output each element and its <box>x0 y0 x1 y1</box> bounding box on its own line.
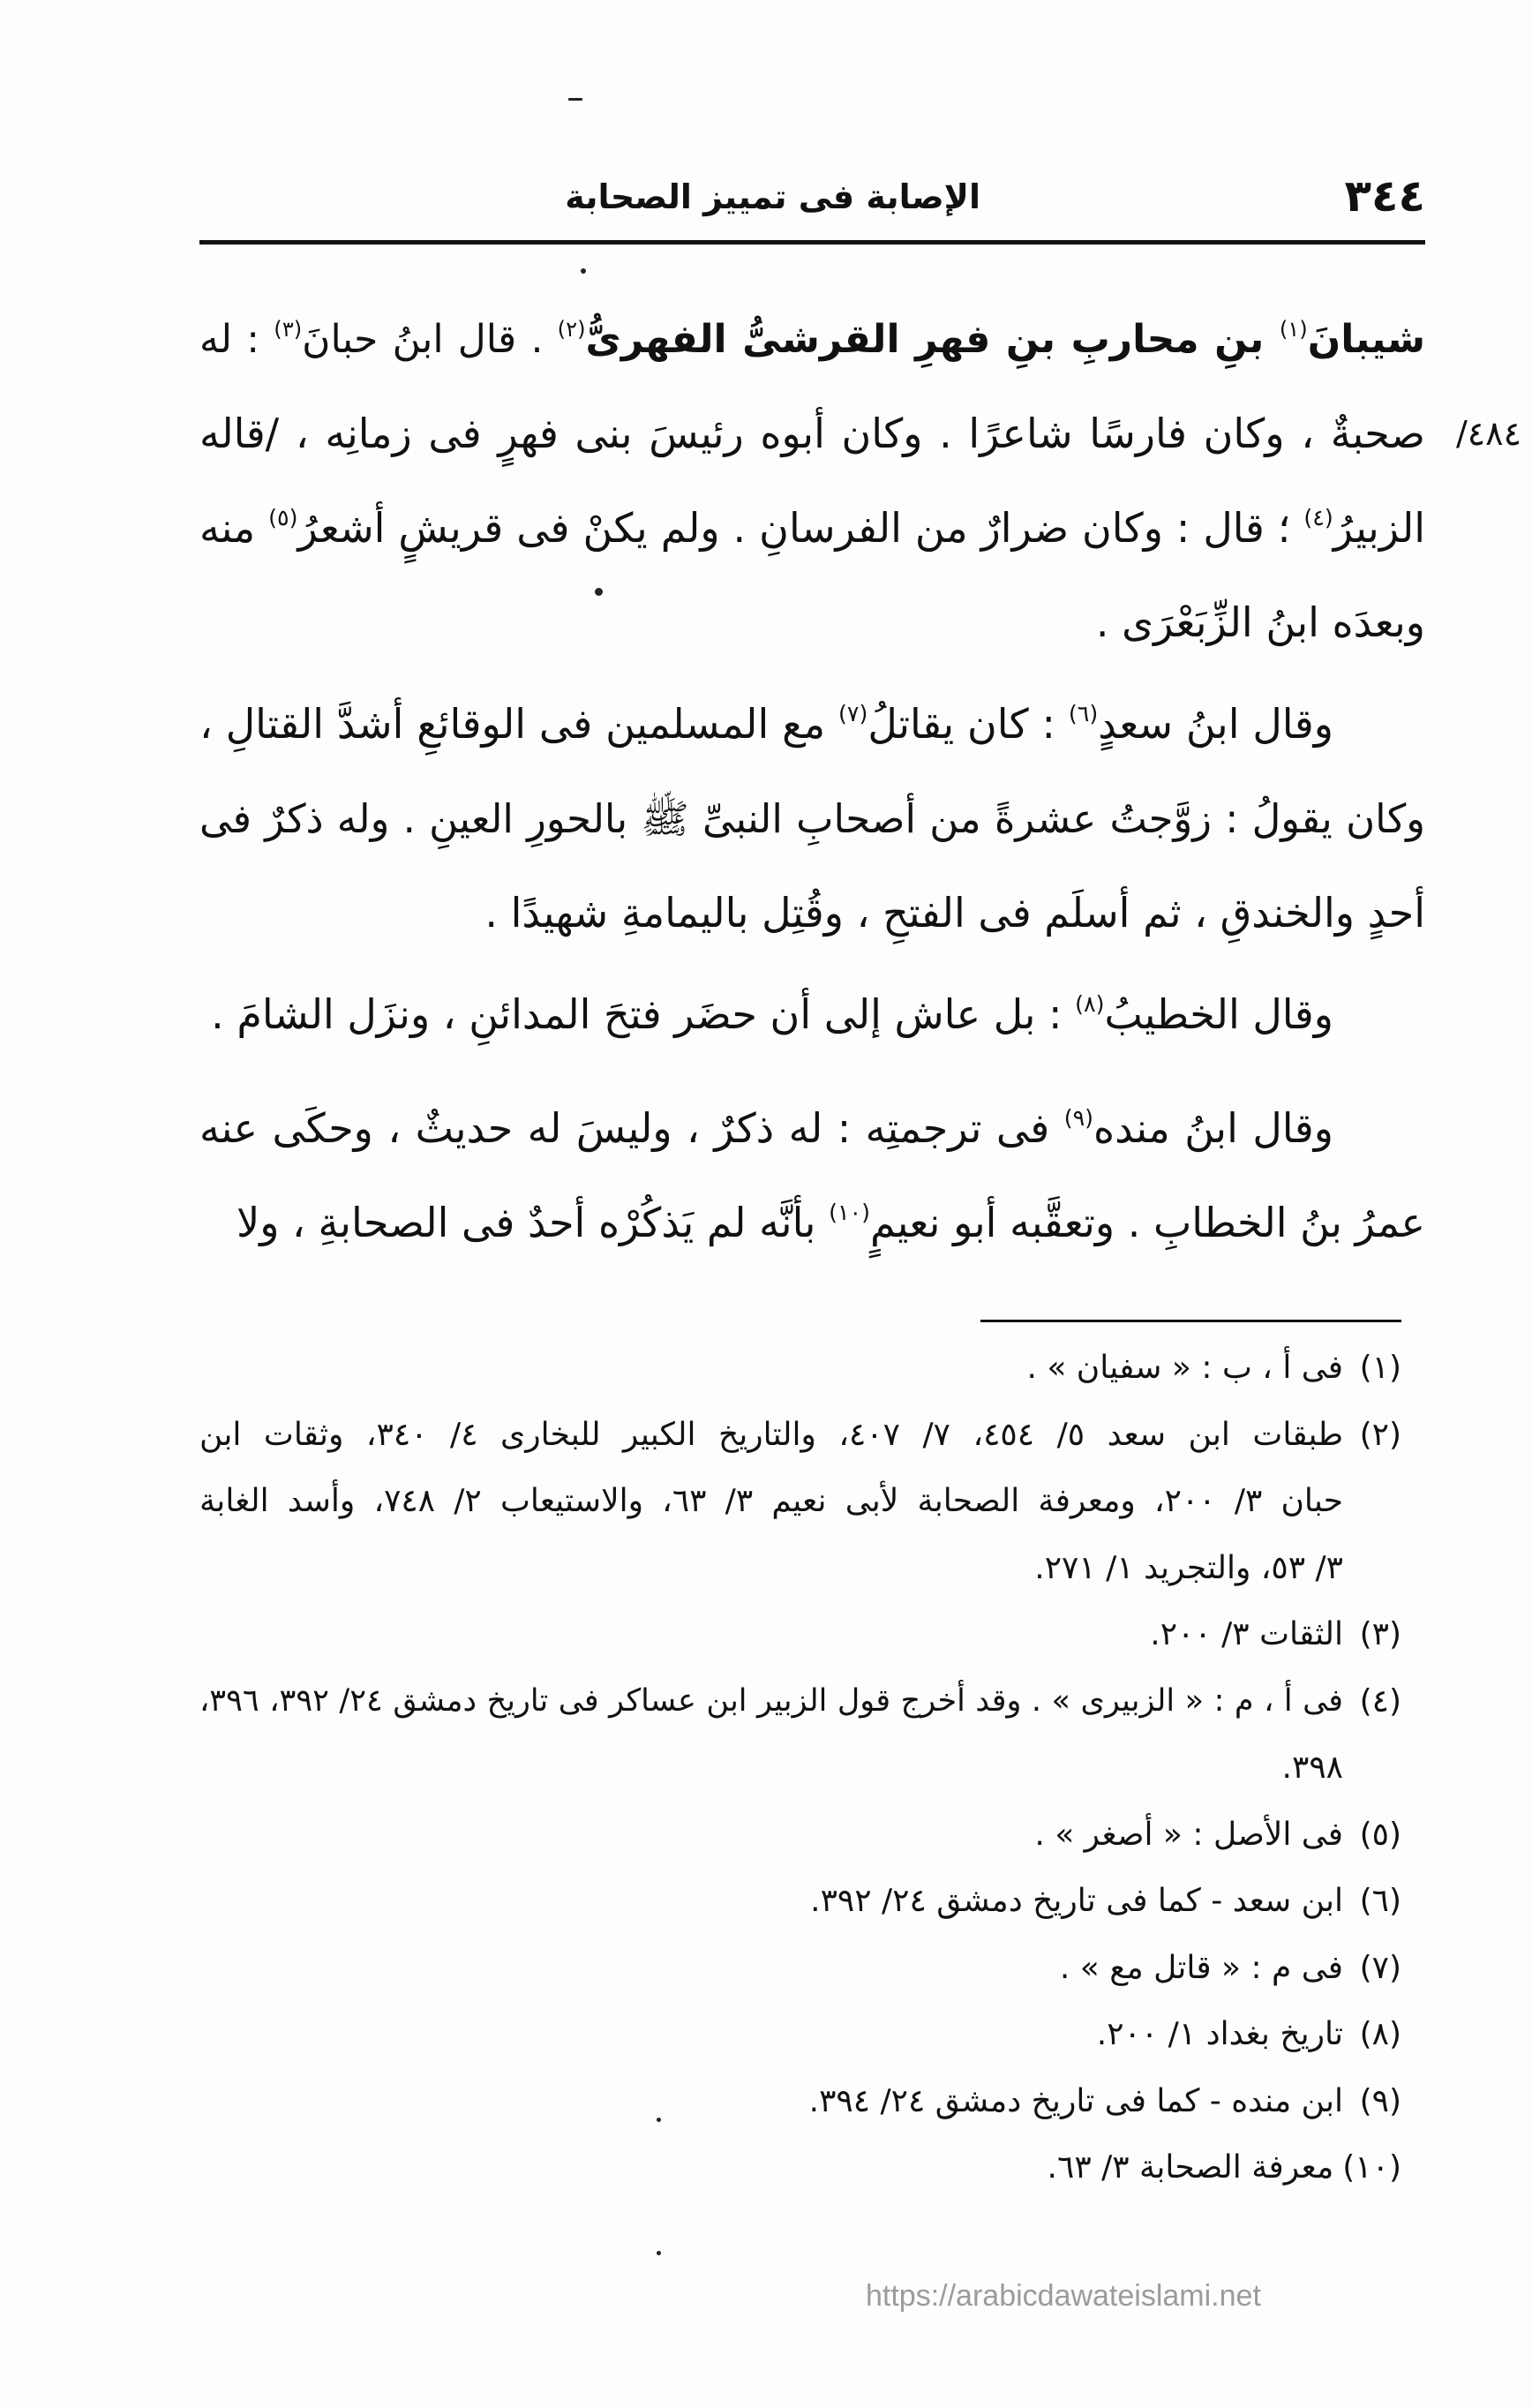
footnote-line: الثقات ٣/ ٢٠٠. <box>1150 1616 1343 1652</box>
paragraph <box>199 967 1425 1062</box>
text-run: مع المسلمين فى الوقائعِ أشدَّ القتالِ ، <box>199 700 839 748</box>
footnote-text <box>199 1802 1343 1869</box>
footnote-separator <box>980 1320 1401 1322</box>
text-line <box>199 866 1425 960</box>
text-line <box>199 387 1425 481</box>
footnote-text <box>199 2001 1343 2068</box>
footnote-number: (٤) <box>1359 1682 1401 1719</box>
footnote-text <box>199 1402 1343 1602</box>
footnote <box>199 2001 1401 2068</box>
text-line <box>199 771 1425 866</box>
footnote-number: (١٠) <box>1342 2149 1401 2186</box>
text-line <box>199 677 1425 771</box>
page-number: ٣٤٤ <box>1344 170 1425 222</box>
text-run: : له <box>199 317 274 362</box>
text-run: وقال ابنُ منده <box>1093 1104 1333 1152</box>
text-run: بأنَّه لم يَذكُرْه أحدٌ فى الصحابةِ ، ولا <box>236 1199 830 1246</box>
text-run: وقال الخطيبُ <box>1104 990 1333 1038</box>
margin-folio-note: ٤٨٤/ <box>1455 414 1521 453</box>
entry-name: شيبانَ <box>1307 317 1425 362</box>
text-run: عمرُ بنُ الخطابِ . وتعقَّبه أبو نعيمٍ <box>870 1199 1425 1246</box>
footnote-number: (٧) <box>1359 1949 1401 1986</box>
footnote-number: (٩) <box>1359 2082 1401 2119</box>
text-line <box>199 967 1425 1062</box>
text-run: وبعدَه ابنُ الزِّبَعْرَى . <box>1095 598 1425 646</box>
footnote-number: (٣) <box>1359 1616 1401 1652</box>
footnote-line: ابن منده - كما فى تاريخ دمشق ٢٤/ ٣٩٤. <box>808 2082 1343 2119</box>
text-run: فى ترجمتِه : له ذكرٌ ، وليسَ له حديثٌ ، وحكَى عنه <box>199 1104 1064 1152</box>
header-rule <box>199 240 1425 245</box>
footnote-ref: (٣) <box>274 316 303 342</box>
footnote-text <box>199 1335 1343 1402</box>
footnote-line: طبقات ابن سعد ٥/ ٤٥٤، ٧/ ٤٠٧، والتاريخ الكبير للبخارى ٤/ ٣٤٠، وثقات ابن <box>199 1416 1344 1453</box>
footnote-ref: (٤) <box>1303 505 1333 531</box>
text-run: . قال ابنُ حبانَ <box>302 317 558 362</box>
text-line <box>199 292 1425 387</box>
footnote-line: ابن سعد - كما فى تاريخ دمشق ٢٤/ ٣٩٢. <box>810 1883 1343 1919</box>
scan-speck <box>595 588 603 596</box>
footnote <box>199 1802 1401 1869</box>
watermark: https://arabicdawateislami.net <box>866 2279 1261 2313</box>
text-run: أحدٍ والخندقِ ، ثم أسلَم فى الفتحِ ، وقُتِل باليمامةِ شهيدًا . <box>484 889 1425 937</box>
footnote-text <box>199 1868 1343 1935</box>
scan-speck <box>657 2118 661 2122</box>
footnote-line: تاريخ بغداد ١/ ٢٠٠. <box>1096 2016 1343 2052</box>
text-line <box>199 576 1425 670</box>
footnote <box>199 1935 1401 2002</box>
footnote-ref: (٨) <box>1075 991 1105 1018</box>
footnote-text <box>199 1601 1343 1668</box>
footnote <box>199 2134 1401 2201</box>
text-run: ؛ قال : وكان ضرارٌ من الفرسانِ . ولم يكنْ فى قريشٍ أشعرُ <box>297 504 1304 552</box>
footnote-line: ٣/ ٥٣، والتجريد ١/ ٢٧١. <box>1034 1549 1343 1586</box>
text-line <box>199 481 1425 576</box>
footnote-ref: (٥) <box>268 505 298 531</box>
running-title: الإصابة فى تمييز الصحابة <box>565 177 980 216</box>
footnote-text <box>199 1935 1343 2002</box>
footnote-line: فى م : « قاتل مع » . <box>1059 1949 1343 1986</box>
paragraph <box>199 677 1425 960</box>
text-line <box>199 1176 1425 1270</box>
footnote-ref: (١٠) <box>829 1200 870 1226</box>
footnote-ref: (٦) <box>1068 701 1099 727</box>
footnote <box>199 1868 1401 1935</box>
text-line <box>199 1081 1425 1176</box>
body-text <box>199 292 1425 1270</box>
footnote-line: حبان ٣/ ٢٠٠، ومعرفة الصحابة لأبى نعيم ٣/ ٦٣، والاستيعاب ٢/ ٧٤٨، وأسد الغابة <box>199 1483 1344 1519</box>
text-run: صحبةٌ ، وكان فارسًا شاعرًا . وكان أبوه رئيسَ بنى فهرٍ فى زمانِه ، /قاله <box>199 410 1425 457</box>
footnote <box>199 1668 1401 1802</box>
footnote-line: فى الأصل : « أصغر » . <box>1034 1816 1343 1853</box>
footnote-line: فى أ ، م : « الزبيرى » . وقد أخرج قول الزبير ابن عساكر فى تاريخ دمشق ٢٤/ ٣٩٢، ٣٩٦، <box>199 1682 1344 1719</box>
entry-name: بنِ محاربِ بنِ فهرِ القرشىُّ الفهرىُّ <box>585 317 1280 362</box>
footnote-line: معرفة الصحابة ٣/ ٦٣. <box>1047 2149 1334 2186</box>
footnote-number: (٦) <box>1359 1883 1401 1919</box>
footnote-text <box>199 1668 1343 1802</box>
scan-speck <box>568 98 582 101</box>
footnotes <box>199 1335 1401 2201</box>
footnote <box>199 1601 1401 1668</box>
text-run: وكان يقولُ : زوَّجتُ عشرةً من أصحابِ النبىِّ ﷺ بالحورِ العينِ . وله ذكرٌ فى <box>199 795 1425 842</box>
footnote-ref: (٢) <box>557 316 586 342</box>
text-run: : بل عاش إلى أن حضَر فتحَ المدائنِ ، ونزَل الشامَ . <box>211 990 1076 1038</box>
footnote-ref: (١) <box>1279 316 1308 342</box>
scan-speck <box>581 268 586 274</box>
scan-speck <box>657 2251 661 2255</box>
footnote-ref: (٩) <box>1063 1105 1094 1132</box>
footnote-number: (٢) <box>1359 1416 1401 1453</box>
footnote-text <box>199 2134 1333 2201</box>
footnote <box>199 2068 1401 2135</box>
footnote-line: فى أ ، ب : « سفيان » . <box>1026 1350 1343 1386</box>
text-run: : كان يقاتلُ <box>867 700 1069 748</box>
footnote-text <box>199 2068 1343 2135</box>
footnote-number: (٨) <box>1359 2016 1401 2052</box>
footnote-line: ٣٩٨. <box>1281 1750 1343 1786</box>
paragraph <box>199 292 1425 670</box>
footnote-number: (١) <box>1359 1350 1401 1386</box>
footnote-ref: (٧) <box>838 701 868 727</box>
text-run: وقال ابنُ سعدٍ <box>1098 700 1333 748</box>
paragraph <box>199 1081 1425 1270</box>
footnote <box>199 1335 1401 1402</box>
text-run: الزبيرُ <box>1333 504 1425 552</box>
text-run: منه <box>199 504 269 552</box>
footnote-number: (٥) <box>1359 1816 1401 1853</box>
footnote <box>199 1402 1401 1602</box>
